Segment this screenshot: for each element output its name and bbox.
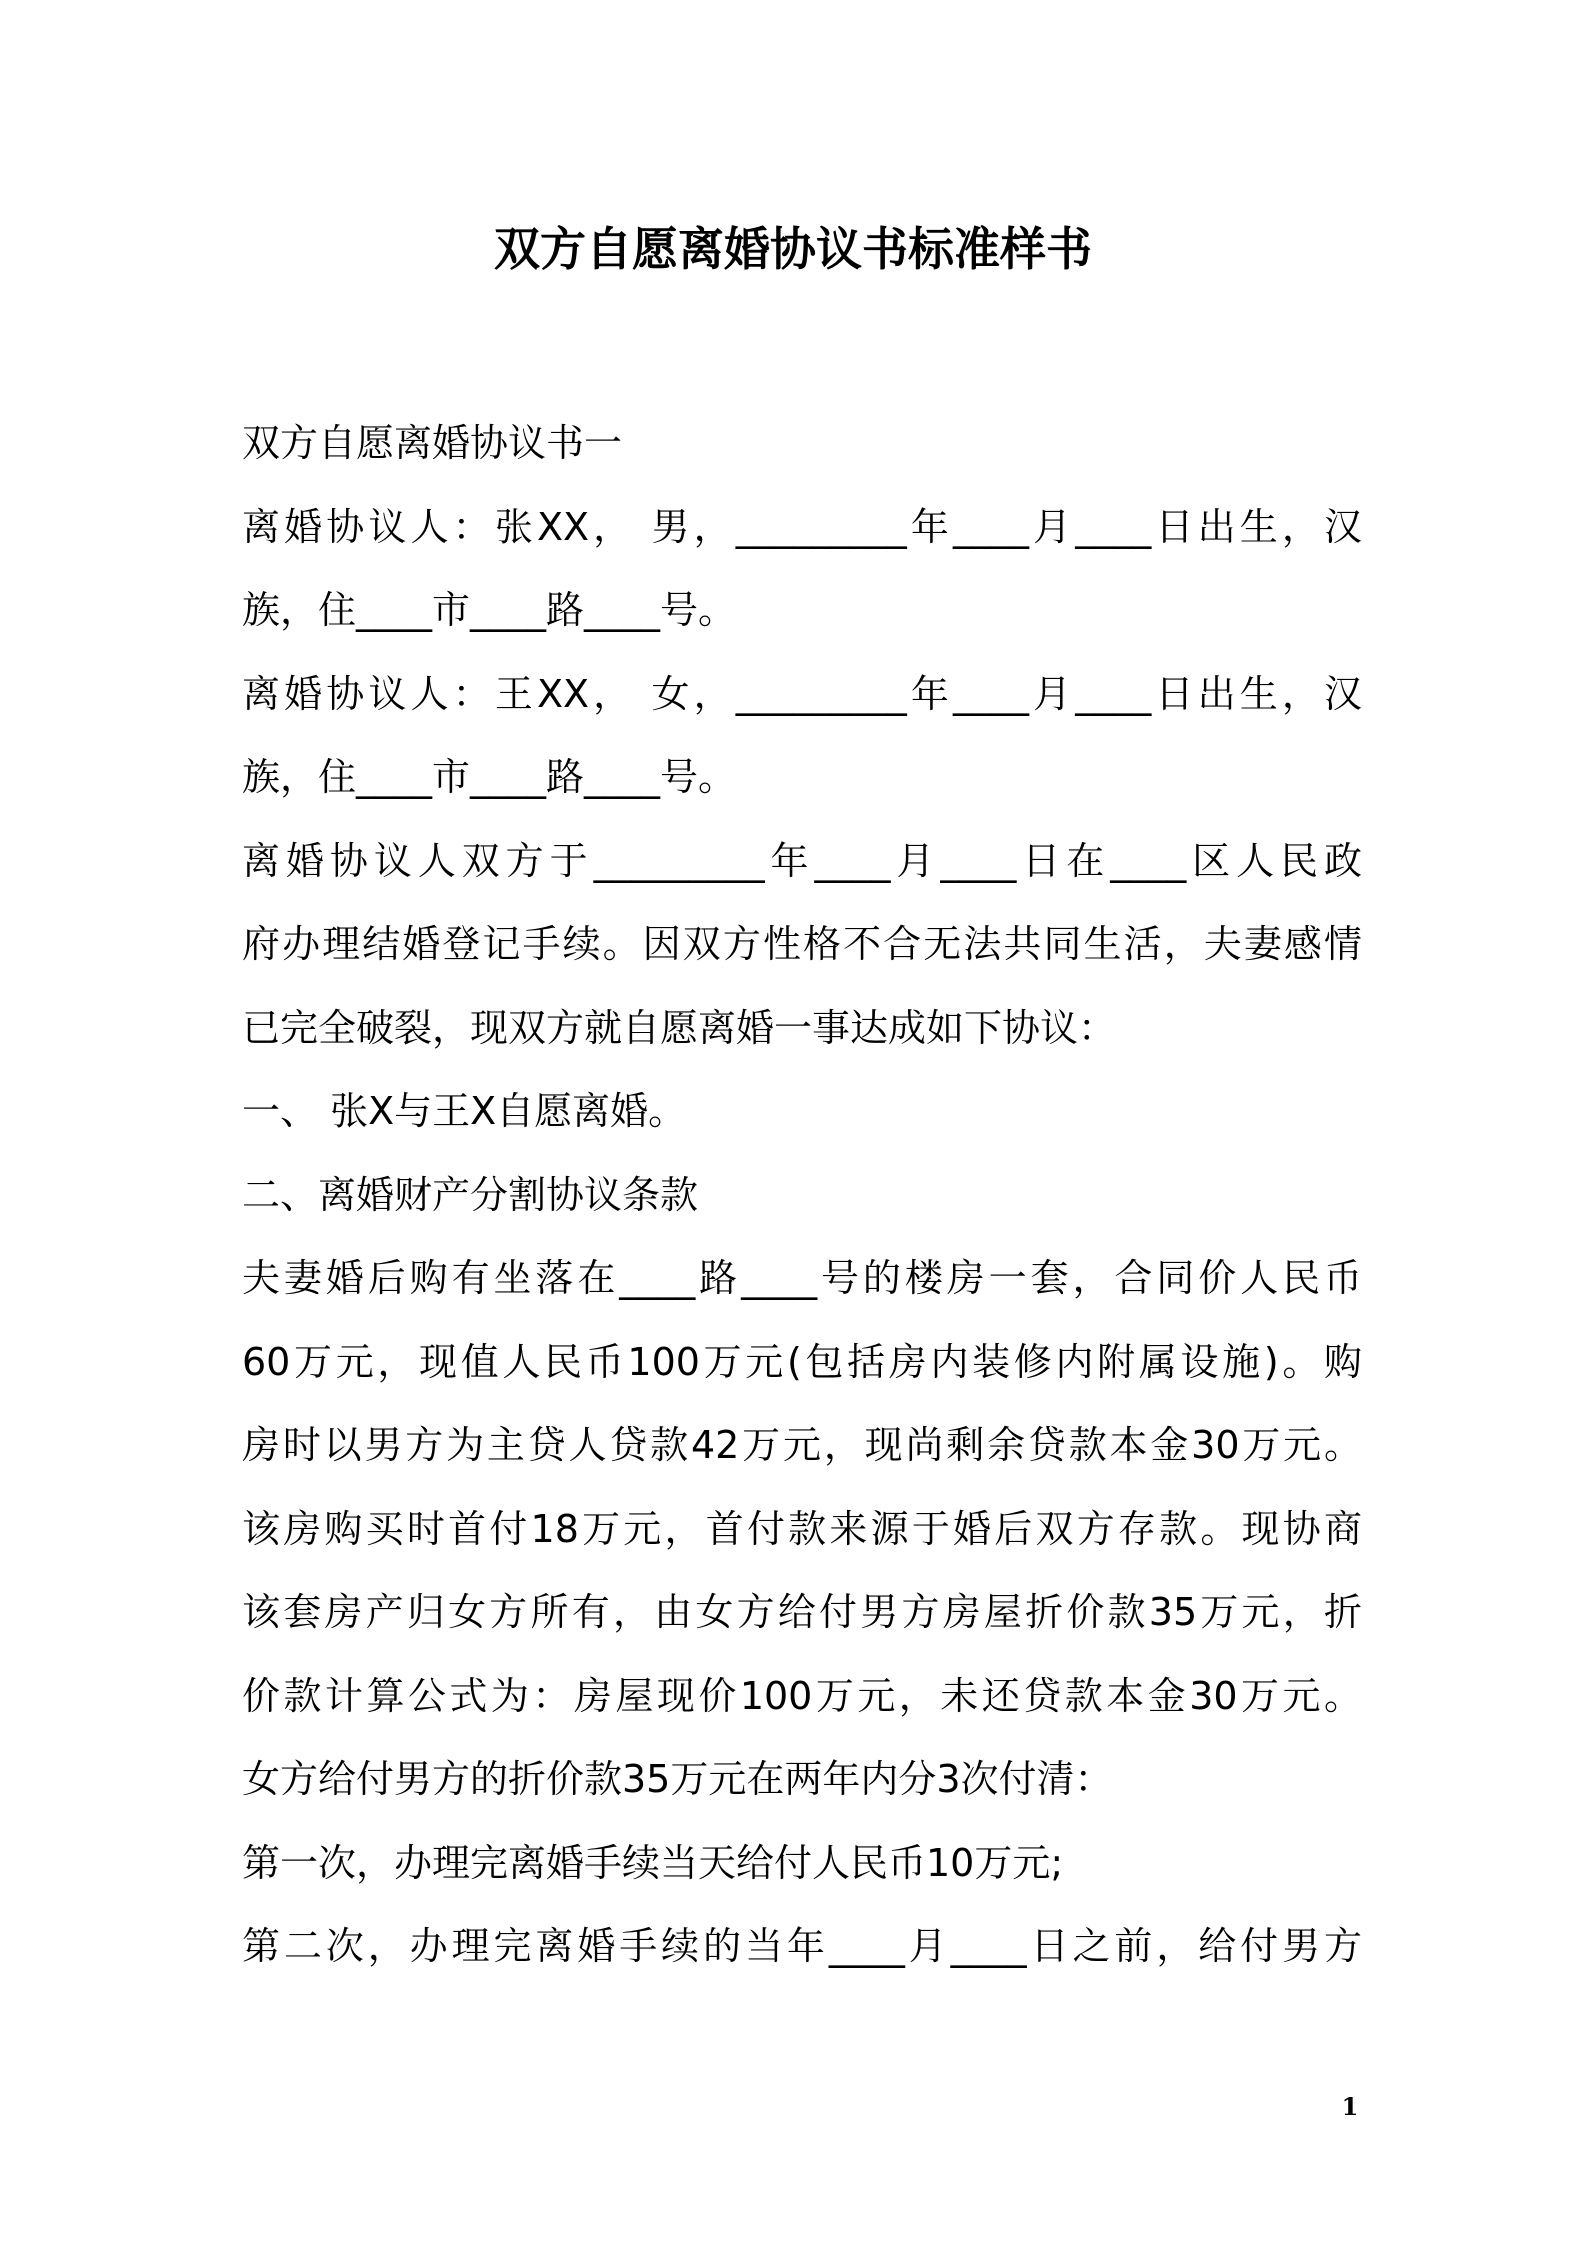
marriage-registration-line-3: 已完全破裂，现双方就自愿离婚一事达成如下协议： bbox=[242, 1005, 1117, 1050]
document-body bbox=[242, 402, 1362, 1989]
property-clause-line-4: 该房购买时首付18万元，首付款来源于婚后双方存款。现协商 bbox=[242, 1506, 1362, 1551]
marriage-registration-line-1: 离婚协议人双方于_________年____月____日在____区人民政 bbox=[242, 838, 1362, 883]
party-male-line-2: 族，住____市____路____号。 bbox=[242, 588, 737, 632]
second-payment-line: 第二次，办理完离婚手续的当年____月____日之前，给付男方 bbox=[242, 1924, 1362, 1968]
clause-one: 一、 张X与王X自愿离婚。 bbox=[242, 1089, 687, 1133]
payment-terms-line: 女方给付男方的折价款35万元在两年内分3次付清： bbox=[242, 1757, 1113, 1801]
clause-two-heading: 二、离婚财产分割协议条款 bbox=[242, 1172, 699, 1217]
party-male-line-1: 离婚协议人：张XX， 男，_________年____月____日出生，汉 bbox=[242, 504, 1362, 549]
section-heading-agreement-one: 双方自愿离婚协议书一 bbox=[242, 421, 623, 465]
marriage-registration-line-2: 府办理结婚登记手续。因双方性格不合无法共同生活，夫妻感情 bbox=[242, 922, 1362, 966]
property-clause-line-2: 60万元，现值人民币100万元(包括房内装修内附属设施)。购 bbox=[242, 1339, 1362, 1384]
first-payment-line: 第一次，办理完离婚手续当天给付人民币10万元; bbox=[242, 1840, 1064, 1885]
property-clause-line-5: 该套房产归女方所有，由女方给付男方房屋折价款35万元，折 bbox=[242, 1590, 1362, 1634]
page-number: 1 bbox=[1341, 2092, 1359, 2121]
document-title: 双方自愿离婚协议书标准样书 bbox=[494, 222, 1092, 276]
property-clause-line-6: 价款计算公式为：房屋现价100万元，未还贷款本金30万元。 bbox=[242, 1673, 1362, 1718]
property-clause-line-1: 夫妻婚后购有坐落在____路____号的楼房一套，合同价人民币 bbox=[242, 1256, 1362, 1300]
party-female-line-1: 离婚协议人：王XX， 女，_________年____月____日出生，汉 bbox=[242, 671, 1362, 716]
property-clause-line-3: 房时以男方为主贷人贷款42万元，现尚剩余贷款本金30万元。 bbox=[242, 1423, 1362, 1467]
party-female-line-2: 族，住____市____路____号。 bbox=[242, 755, 737, 799]
